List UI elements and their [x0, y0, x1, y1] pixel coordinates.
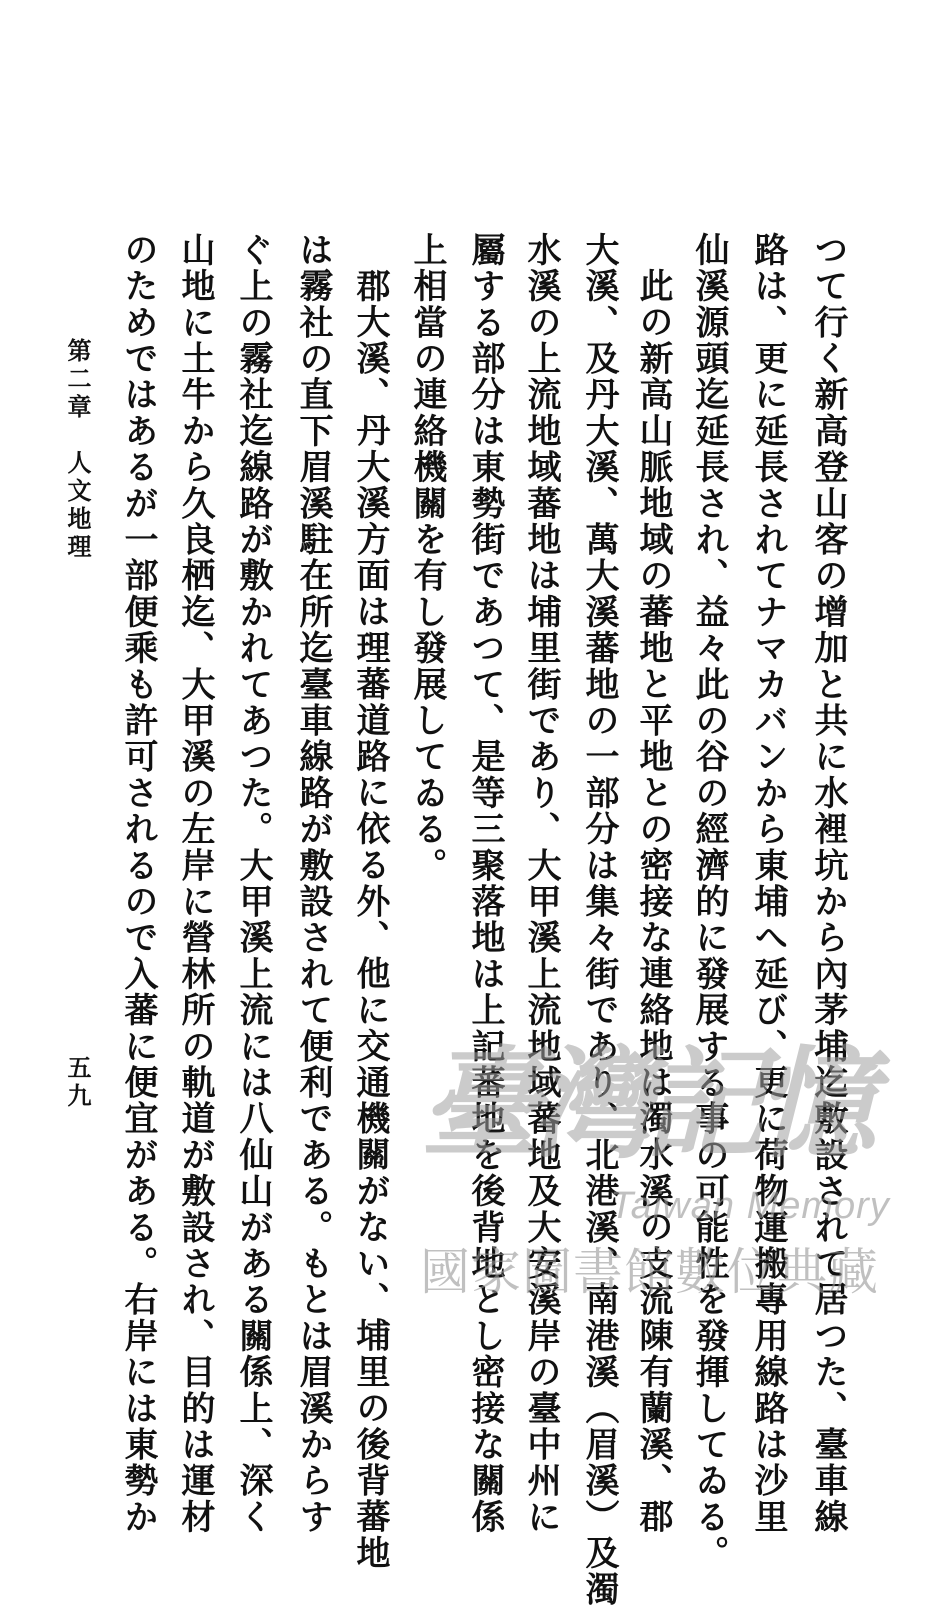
body-column-2: 路は、更に延長されてナマカバンから東埔へ延び、更に荷物運搬專用線路は沙里 — [748, 232, 788, 1536]
watermark-chinese: 國家圖書館數位典藏 — [420, 1243, 879, 1301]
body-column-1: つて行く新高登山客の增加と共に水裡坑から內茅埔迄敷設されて居つた、臺車線 — [808, 232, 848, 1536]
body-column-12: 山地に土牛から久良栖迄、大甲溪の左岸に營林所の軌道が敷設され、目的は運材 — [175, 232, 215, 1536]
body-column-13: のためではあるが一部便乘も許可されるので入蕃に便宜がある。右岸には東勢か — [118, 232, 158, 1536]
body-column-7: 屬する部分は東勢街であつて、是等三聚落地は上記蕃地を後背地とし密接な關係 — [465, 232, 505, 1536]
body-column-5: 大溪、及丹大溪、萬大溪蕃地の一部分は集々街であり、北港溪、南港溪（眉溪）及濁 — [579, 232, 619, 1608]
watermark-calligraphy: 臺灣記憶 — [420, 1034, 868, 1175]
body-column-3: 仙溪源頭迄延長され、益々此の谷の經濟的に發展する事の可能性を發揮してゐる。 — [689, 232, 729, 1572]
body-column-11: ぐ上の霧社迄線路が敷かれてあつた。大甲溪上流には八仙山がある關係上、深く — [233, 232, 273, 1536]
body-column-10: は霧社の直下眉溪駐在所迄臺車線路が敷設されて便利である。もとは眉溪からす — [293, 232, 333, 1536]
running-head: 第二章 人文地理 — [63, 338, 92, 562]
page-number: 五九 — [63, 1055, 92, 1111]
body-column-8: 上相當の連絡機關を有し發展してゐる。 — [407, 232, 447, 884]
body-column-6: 水溪の上流地域蕃地は埔里街であり、大甲溪上流地域蕃地及大安溪岸の臺中州に — [521, 232, 561, 1536]
body-column-9: 郡大溪、丹大溪方面は理蕃道路に依る外、他に交通機關がない、埔里の後背蕃地 — [350, 268, 390, 1572]
body-column-4: 此の新高山脈地域の蕃地と平地との密接な連絡地は濁水溪の支流陳有蘭溪、郡 — [633, 268, 673, 1535]
watermark-english: Taiwan Memory — [610, 1185, 890, 1227]
